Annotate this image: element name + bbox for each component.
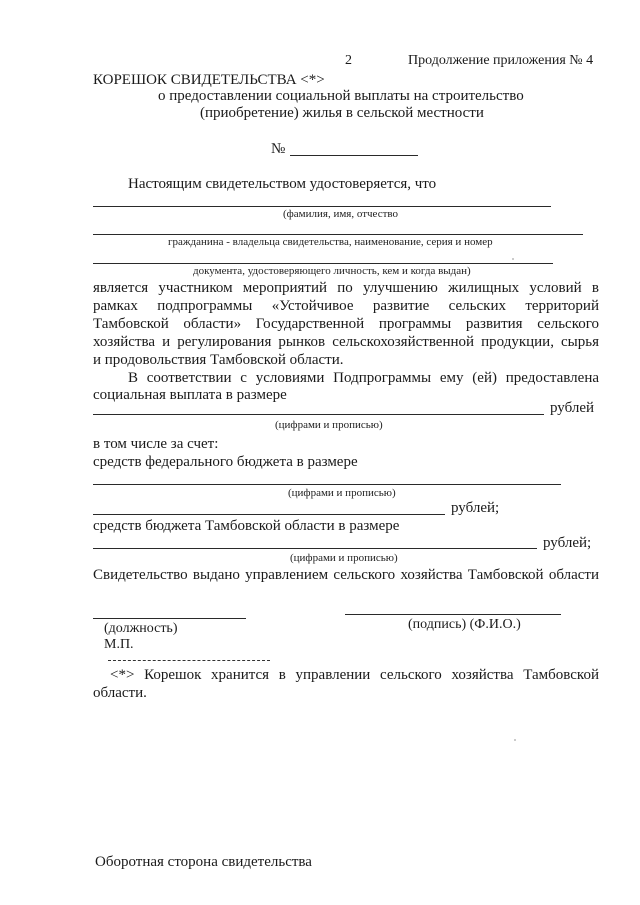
regional-amount-line <box>93 548 537 549</box>
title-line-2: о предоставлении социальной выплаты на строительство <box>158 88 524 104</box>
body-line-3: Тамбовской области» Государственной программы развития сельского <box>93 316 599 332</box>
amount-caption: (цифрами и прописью) <box>275 419 383 431</box>
stamp-label: М.П. <box>104 637 134 652</box>
position-line <box>93 618 246 619</box>
citizen-field-line <box>93 234 583 235</box>
document-field-line <box>93 263 553 264</box>
accordance-line-2: социальная выплата в размере <box>93 387 287 403</box>
accordance-line-1: В соответствии с условиями Подпрограммы ему (ей) предоставлена <box>128 370 599 386</box>
footnote-line-1: <*> Корешок хранится в управлении сельского хозяйства Тамбовской <box>110 667 599 683</box>
appendix-label: Продолжение приложения № 4 <box>408 53 594 68</box>
fio-caption: (фамилия, имя, отчество <box>283 208 399 220</box>
issued-by-text: Свидетельство выдано управлением сельского хозяйства Тамбовской области <box>93 567 599 583</box>
federal-rubles-line <box>93 514 445 515</box>
body-line-2: рамках подпрограммы «Устойчивое развитие сельских территорий <box>93 298 599 314</box>
body-line-4: хозяйства и регулирования рынков сельскохозяйственной продукции, сырья <box>93 334 599 350</box>
federal-amount-caption: (цифрами и прописью) <box>288 487 396 499</box>
signature-line <box>345 614 561 615</box>
title-line-3: (приобретение) жилья в сельской местности <box>200 105 484 121</box>
document-caption: документа, удостоверяющего личность, кем и когда выдан) <box>193 265 471 277</box>
scan-speck <box>512 258 514 260</box>
federal-budget-label: средств федерального бюджета в размере <box>93 454 358 470</box>
footnote-separator <box>108 660 270 661</box>
intro-text: Настоящим свидетельством удостоверяется, что <box>128 176 437 192</box>
citizen-caption: гражданина - владельца свидетельства, наименование, серия и номер <box>168 236 493 248</box>
scan-speck <box>514 739 516 741</box>
signature-caption: (подпись) (Ф.И.О.) <box>408 617 521 632</box>
rubles-label-1: рублей <box>550 400 595 416</box>
including-label: в том числе за счет: <box>93 436 219 452</box>
regional-budget-label: средств бюджета Тамбовской области в размере <box>93 518 400 534</box>
rubles-label-2: рублей; <box>451 500 500 516</box>
page-number: 2 <box>345 53 352 68</box>
footnote-line-2: области. <box>93 685 147 701</box>
number-field-line <box>290 155 418 156</box>
number-label: № <box>271 141 286 157</box>
rubles-label-3: рублей; <box>543 535 592 551</box>
regional-amount-caption: (цифрами и прописью) <box>290 552 398 564</box>
body-line-5: и продовольствия Тамбовской области. <box>93 352 344 368</box>
amount-field-line <box>93 414 544 415</box>
reverse-side-label: Оборотная сторона свидетельства <box>95 854 312 870</box>
fio-field-line <box>93 206 551 207</box>
federal-amount-line <box>93 484 561 485</box>
document-title: КОРЕШОК СВИДЕТЕЛЬСТВА <*> <box>93 72 325 88</box>
body-line-1: является участником мероприятий по улучшению жилищных условий в <box>93 280 599 296</box>
position-caption: (должность) <box>104 621 178 636</box>
